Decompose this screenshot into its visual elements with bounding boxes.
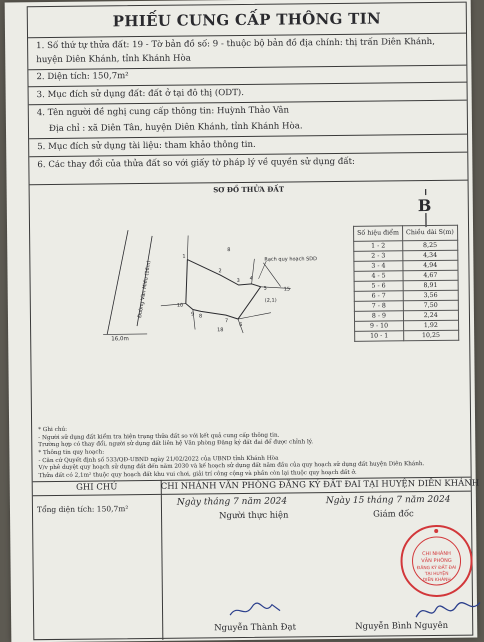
notes-heading: * Ghi chú: [38,423,464,435]
vertex-7: 7 [225,318,228,324]
parcel-15: 15 [284,286,290,292]
vertex-5: 5 [264,286,267,292]
cell-point: 9 - 10 [355,321,404,332]
cell-length: 8,25 [403,240,458,251]
cell-point: 2 - 3 [354,251,403,262]
svg-text:DIÊN KHÁNH: DIÊN KHÁNH [423,575,451,583]
north-arrow-icon [414,189,442,229]
col-header-length: Chiều dài S(m) [402,225,457,241]
info-line-usage: 5. Mục đích sử dụng tài liệu: tham khảo thông tin. [37,138,461,153]
cell-length: 10,25 [404,330,459,341]
vertex-1: 1 [182,254,185,260]
cell-point: 5 - 6 [354,281,403,292]
note-line: Thửa đất có 2,1m² thuộc quy hoạch đất khu vui chơi, giải trí công cộng và phần còn lại thuộc quy hoạch đất ở. [39,469,465,481]
planning-heading: * Thông tin quy hoạch: [38,446,464,458]
note-line: - Căn cứ Quyết định số 533/QĐ-UBND ngày 21/02/2022 của UBND tỉnh Khánh Hòa [38,453,464,465]
cell-length: 3,56 [403,290,458,301]
vertex-9: 9 [191,311,194,317]
vertex-3: 3 [237,278,240,284]
vertex-6: 6 [239,322,242,328]
area-note: (2,1) [265,298,277,304]
vertex-2: 2 [218,268,221,274]
note-line: Trường hợp có thay đổi, người sử dụng đất liên hệ Văn phòng Đăng ký đất đai để được chỉnh lý. [38,438,464,450]
notes-section [38,423,465,481]
cell-length: 1,92 [403,320,458,331]
cell-point: 8 - 9 [354,311,403,322]
cell-point: 10 - 1 [355,331,404,342]
col-header-point: Số hiệu điểm [354,226,403,242]
office-header: CHI NHÁNH VĂN PHÒNG ĐĂNG KÝ ĐẤT ĐAI TẠI HUYỆN DIÊN KHÁNH [161,477,471,495]
director-signature-icon [414,596,484,623]
cell-length: 4,34 [403,250,458,261]
road-label: Đường Văn Miếu (16m) [136,260,152,318]
cell-point: 6 - 7 [354,291,403,302]
svg-text:VĂN PHÒNG: VĂN PHÒNG [421,557,452,564]
date-right: Ngày 15 tháng 7 năm 2024 [326,495,451,506]
plot-diagram-title: SƠ ĐỒ THỬA ĐẤT [30,183,468,197]
cell-point: 3 - 4 [354,261,403,272]
info-line-requester: 4. Tên người đề nghị cung cấp thông tin: Huỳnh Thảo Vân [37,104,461,119]
vertex-4: 4 [250,276,253,282]
date-left: Ngày tháng 7 năm 2024 [177,497,287,508]
signer-performer: Nguyễn Thành Đạt [214,622,296,633]
ghichu-column [33,480,164,641]
vertex-10: 10 [177,303,183,309]
note-line: V/v phê duyệt quy hoạch sử dụng đất đến năm 2030 và kế hoạch sử dụng đất năm đầu của quy hoạch sử dụng đất huyện Diên Khánh. [39,461,465,473]
total-area: Tổng diện tích: 150,7m² [37,504,128,514]
info-line-district: huyện Diên Khánh, tỉnh Khánh Hòa [36,51,460,66]
office-stamp-icon [399,524,474,599]
cell-length: 4,94 [403,260,458,271]
office-column [161,477,473,640]
cell-length: 2,24 [403,310,458,321]
table-row [355,330,459,341]
role-performer: Người thực hiện [219,511,289,522]
info-line-parcel: 1. Số thứ tự thửa đất: 19 - Tờ bản đồ số: 9 - thuộc bộ bản đồ địa chính: thị trấn Diên Khánh, [36,37,460,52]
cell-length: 8,91 [403,280,458,291]
info-line-changes: 6. Các thay đổi của thửa đất so với giấy tờ pháp lý về quyền sử dụng đất: [37,156,461,171]
cell-point: 7 - 8 [354,301,403,312]
document-frame [27,2,474,641]
note-line: - Người sử dụng đất kiểm tra hiện trạng thửa đất so với kết quả cung cấp thông tin. [38,430,464,442]
width-label: 16,0m [111,336,129,342]
cell-length: 4,67 [403,270,458,281]
parcel-8: 8 [227,247,230,253]
vertex-8: 8 [199,313,202,319]
info-line-purpose: 3. Mục đích sử dụng đất: đất ở tại đô thị (ODT). [37,86,461,101]
info-section [28,33,468,186]
north-letter: B [418,196,432,215]
role-director: Giám đốc [373,509,414,519]
cell-point: 4 - 5 [354,271,403,282]
document-sheet [5,0,478,642]
svg-text:CHI NHÁNH: CHI NHÁNH [422,550,451,557]
edge-length-table [353,225,459,342]
info-line-area: 2. Diện tích: 150,7m² [36,68,460,83]
cell-length: 7,50 [403,300,458,311]
document-title: PHIẾU CUNG CẤP THÔNG TIN [28,9,466,32]
cell-point: 1 - 2 [354,241,403,252]
performer-signature-icon [226,597,286,624]
svg-text:ĐĂNG KÝ ĐẤT ĐAI: ĐĂNG KÝ ĐẤT ĐAI [417,563,456,571]
svg-text:TẠI HUYỆN: TẠI HUYỆN [424,569,449,577]
canal-label: Rạch quy hoạch SDD [264,256,317,263]
info-line-address: Địa chỉ : xã Diên Tân, huyện Diên Khánh, tỉnh Khánh Hòa. [49,120,461,135]
signer-director: Nguyễn Bình Nguyên [355,621,448,632]
parcel-sketch [130,228,331,354]
parcel-18: 18 [217,327,223,333]
ghichu-header: GHI CHÚ [33,480,161,496]
table-header-row [354,225,458,241]
